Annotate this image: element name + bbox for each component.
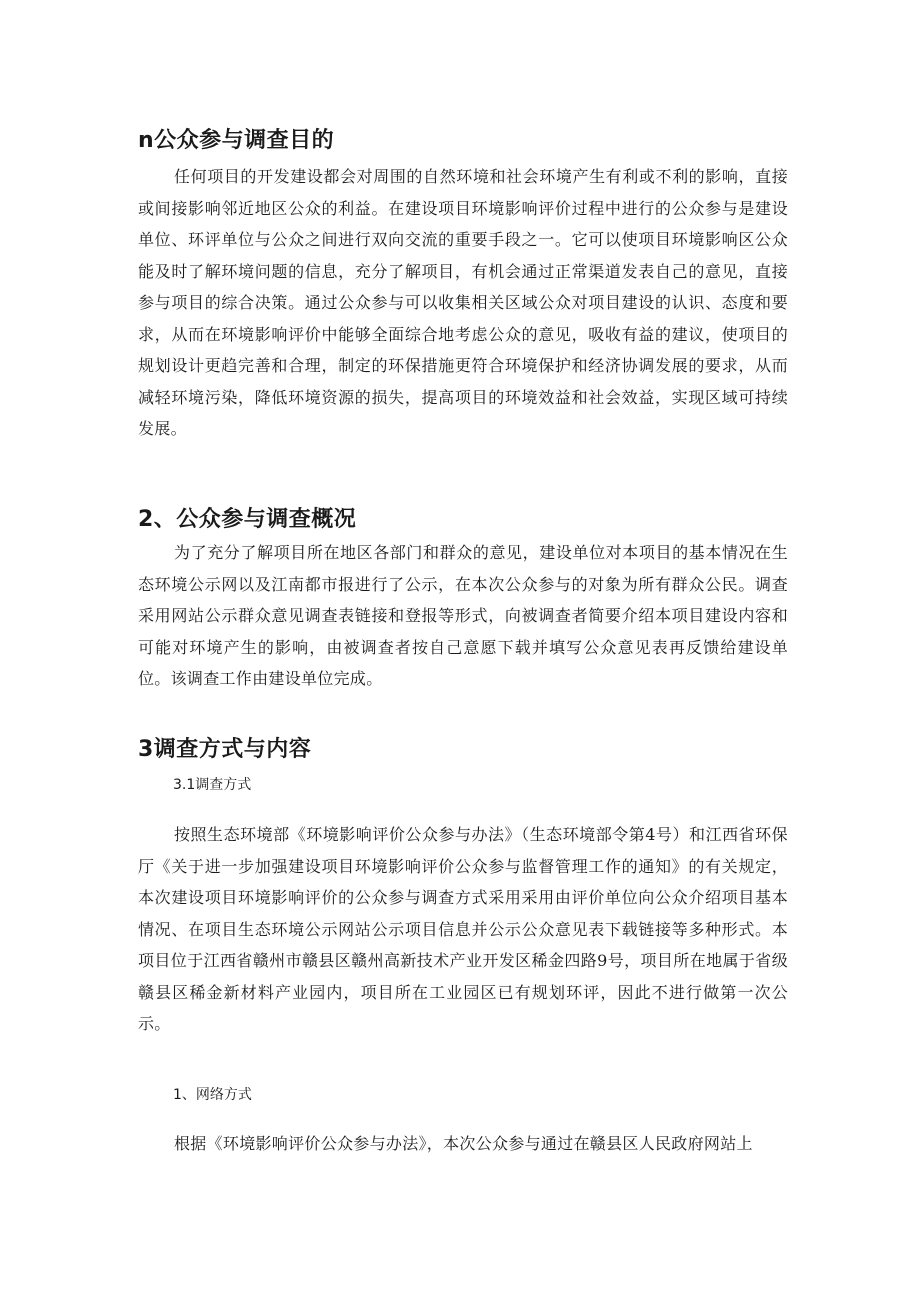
section-3-1-paragraph: 按照生态环境部《环境影响评价公众参与办法》（生态环境部令第4号）和江西省环保厅《关于进一步加强建设项目环境影响评价公众参与监督管理工作的通知》的有关规定，本次建设项目环境影响评价的公众参与调查方式采用采用由评价单位向公众介绍项目基本情况、在项目生态环境公示网站公示项目信息并公示公众意见表下载链接等多种形式。本项目位于江西省赣州市赣县区赣州高新技术产业开发区稀金四路9号，项目所在地属于省级赣县区稀金新材料产业园内，项目所在工业园区已有规划环评，因此不进行做第一次公示。 (138, 825, 788, 1033)
section-1-heading: n公众参与调查目的 (138, 128, 335, 153)
section-3-heading: 3调查方式与内容 (138, 737, 312, 762)
section-2-heading: 2、公众参与调查概况 (138, 507, 357, 532)
section-1-paragraph: 任何项目的开发建设都会对周围的自然环境和社会环境产生有利或不利的影响，直接或间接影响邻近地区公众的利益。在建设项目环境影响评价过程中进行的公众参与是建设单位、环评单位与公众之间进行双向交流的重要手段之一。它可以使项目环境影响区公众能及时了解环境问题的信息，充分了解项目，有机会通过正常渠道发表自己的意见，直接参与项目的综合决策。通过公众参与可以收集相关区域公众对项目建设的认识、态度和要求，从而在环境影响评价中能够全面综合地考虑公众的意见，吸收有益的建议，使项目的规划设计更趋完善和合理，制定的环保措施更符合环境保护和经济协调发展的要求，从而减轻环境污染，降低环境资源的损失，提高项目的环境效益和社会效益，实现区域可持续发展。 (138, 167, 788, 438)
network-method-subheading: 1、网络方式 (173, 1087, 252, 1103)
section-3-1-subheading: 3.1调查方式 (173, 777, 252, 793)
network-method-paragraph: 根据《环境影响评价公众参与办法》，本次公众参与通过在赣县区人民政府网站上 (174, 1134, 753, 1153)
section-2-paragraph: 为了充分了解项目所在地区各部门和群众的意见，建设单位对本项目的基本情况在生态环境公示网以及江南都市报进行了公示，在本次公众参与的对象为所有群众公民。调查采用网站公示群众意见调查表链接和登报等形式，向被调查者简要介绍本项目建设内容和可能对环境产生的影响，由被调查者按自己意愿下载并填写公众意见表再反馈给建设单位。该调查工作由建设单位完成。 (138, 543, 788, 688)
